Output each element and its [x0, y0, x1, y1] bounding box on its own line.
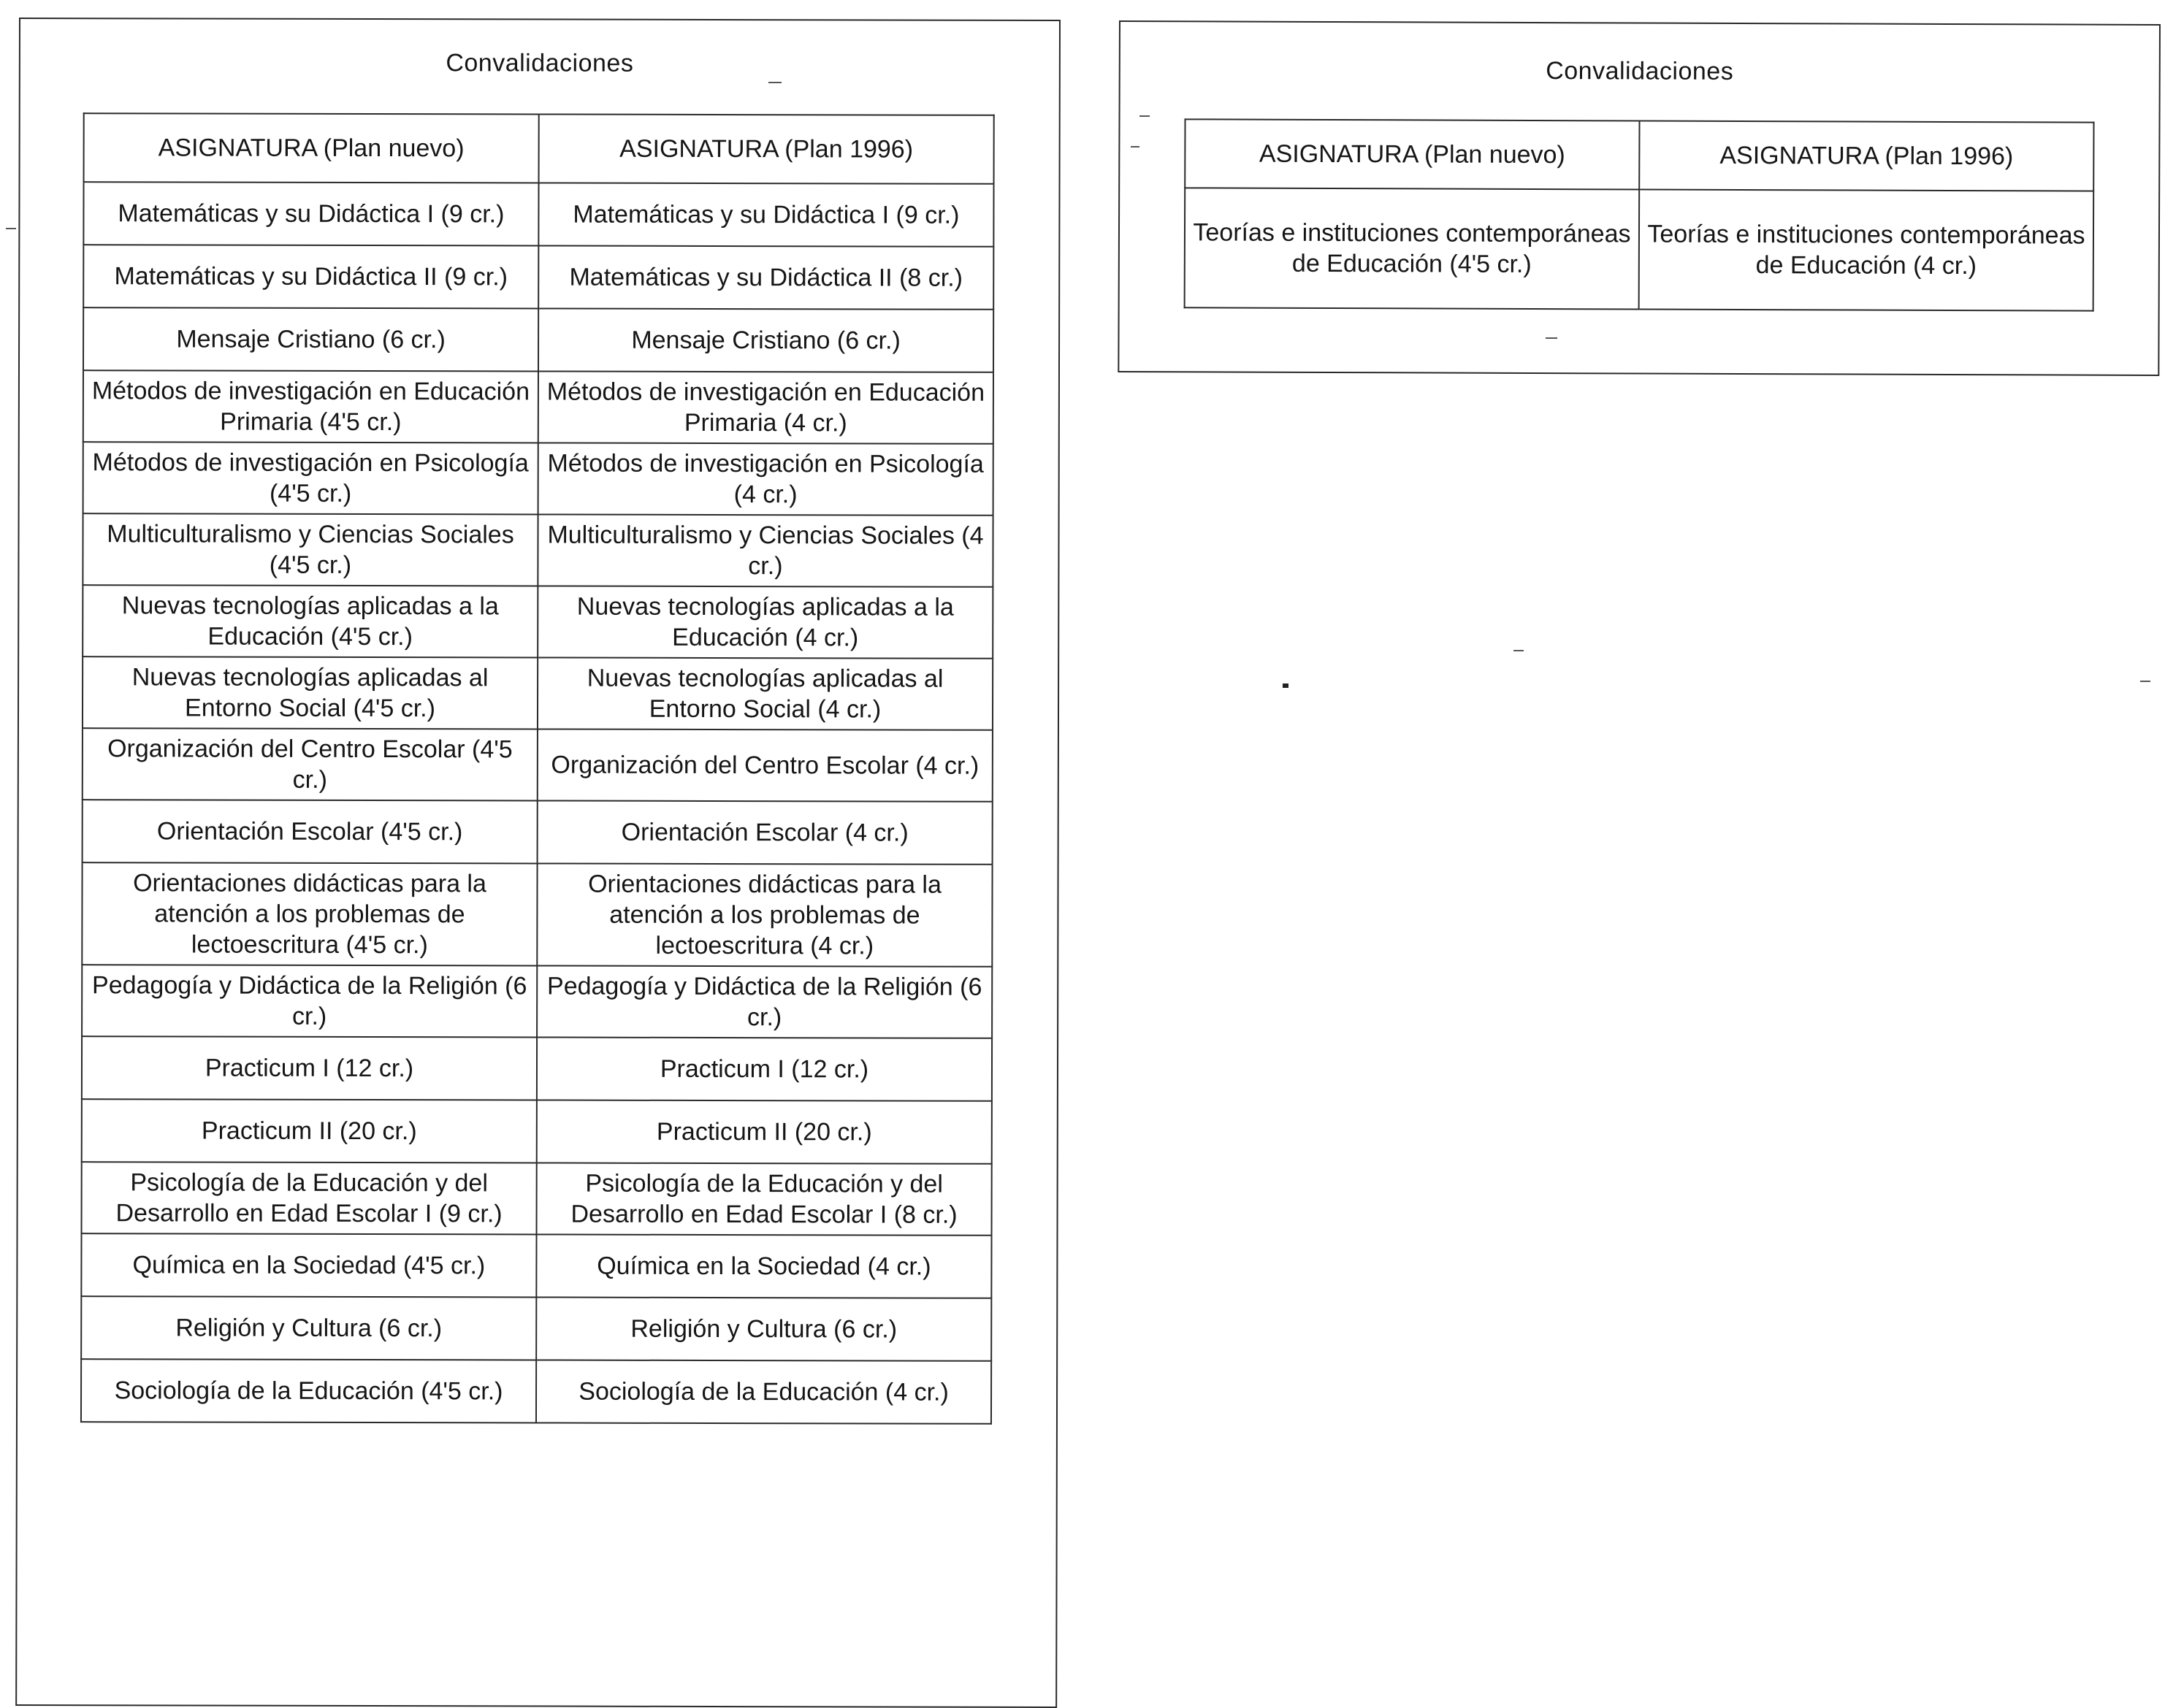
cell-plan-1996: Matemáticas y su Didáctica II (8 cr.)	[538, 245, 993, 309]
cell-plan-nuevo: Orientaciones didácticas para la atención a los problemas de lectoescritura (4'5 cr.)	[82, 862, 537, 965]
header-plan-nuevo: ASIGNATURA (Plan nuevo)	[84, 113, 539, 183]
table-row	[81, 1233, 991, 1298]
cell-plan-nuevo: Practicum I (12 cr.)	[82, 1036, 537, 1100]
scan-speck	[1139, 115, 1150, 117]
convalidaciones-table-right	[1184, 118, 2095, 311]
cell-plan-1996: Nuevas tecnologías aplicadas al Entorno Social (4 cr.)	[538, 657, 993, 729]
cell-plan-nuevo: Sociología de la Educación (4'5 cr.)	[81, 1359, 536, 1422]
table-row	[82, 1162, 992, 1236]
table-row	[81, 1296, 991, 1361]
table-row	[83, 800, 993, 865]
table-header-row	[84, 113, 994, 184]
scan-speck	[2140, 681, 2150, 682]
cell-plan-nuevo: Pedagogía y Didáctica de la Religión (6 cr.)	[82, 965, 537, 1037]
scan-speck	[768, 82, 782, 83]
header-plan-1996: ASIGNATURA (Plan 1996)	[1639, 120, 2093, 191]
table-row	[83, 370, 993, 444]
convalidaciones-panel-right	[1118, 20, 2161, 376]
cell-plan-nuevo: Teorías e instituciones contemporáneas de Educación (4'5 cr.)	[1185, 188, 1640, 309]
cell-plan-1996: Matemáticas y su Didáctica I (9 cr.)	[538, 183, 993, 246]
cell-plan-1996: Métodos de investigación en Educación Primaria (4 cr.)	[538, 371, 993, 443]
table-row	[81, 1359, 991, 1424]
table-row	[83, 307, 993, 372]
table-row	[1185, 188, 2094, 310]
table-row	[83, 513, 993, 587]
table-row	[82, 965, 992, 1038]
table-row	[83, 585, 993, 659]
table-row	[82, 1099, 992, 1164]
cell-plan-nuevo: Química en la Sociedad (4'5 cr.)	[81, 1233, 536, 1297]
table-row	[82, 862, 992, 967]
scan-speck	[1513, 650, 1524, 651]
table-row	[82, 1036, 992, 1101]
table-row	[83, 442, 993, 516]
cell-plan-1996: Sociología de la Educación (4 cr.)	[536, 1360, 991, 1423]
cell-plan-1996: Métodos de investigación en Psicología (4 cr.)	[538, 443, 993, 515]
panel-title: Convalidaciones	[1546, 57, 1734, 85]
cell-plan-1996: Organización del Centro Escolar (4 cr.)	[538, 729, 993, 801]
table-header-row	[1185, 119, 2093, 191]
scan-speck	[6, 228, 16, 229]
scan-speck	[1283, 683, 1288, 688]
cell-plan-1996: Practicum II (20 cr.)	[537, 1100, 992, 1163]
cell-plan-nuevo: Psicología de la Educación y del Desarrollo en Edad Escolar I (9 cr.)	[82, 1162, 537, 1234]
cell-plan-1996: Nuevas tecnologías aplicadas a la Educación (4 cr.)	[538, 586, 993, 658]
header-plan-1996: ASIGNATURA (Plan 1996)	[539, 114, 994, 183]
cell-plan-nuevo: Métodos de investigación en Educación Primaria (4'5 cr.)	[83, 370, 538, 443]
cell-plan-1996: Religión y Cultura (6 cr.)	[536, 1297, 991, 1360]
cell-plan-nuevo: Practicum II (20 cr.)	[82, 1099, 537, 1163]
table-row	[83, 245, 993, 310]
cell-plan-1996: Mensaje Cristiano (6 cr.)	[538, 308, 993, 372]
cell-plan-1996: Orientación Escolar (4 cr.)	[538, 800, 993, 864]
cell-plan-1996: Pedagogía y Didáctica de la Religión (6 cr.)	[537, 965, 992, 1038]
scan-speck	[1546, 337, 1557, 339]
cell-plan-1996: Practicum I (12 cr.)	[537, 1037, 992, 1100]
cell-plan-1996: Teorías e instituciones contemporáneas de Educación (4 cr.)	[1639, 189, 2094, 310]
table-row	[83, 728, 993, 802]
cell-plan-nuevo: Nuevas tecnologías aplicadas a la Educación (4'5 cr.)	[83, 585, 538, 657]
cell-plan-nuevo: Matemáticas y su Didáctica II (9 cr.)	[83, 245, 538, 308]
scan-speck	[1131, 146, 1139, 148]
cell-plan-nuevo: Religión y Cultura (6 cr.)	[81, 1296, 536, 1360]
header-plan-nuevo: ASIGNATURA (Plan nuevo)	[1185, 119, 1639, 189]
table-row	[83, 182, 993, 247]
convalidaciones-table-left	[80, 112, 995, 1425]
cell-plan-nuevo: Nuevas tecnologías aplicadas al Entorno Social (4'5 cr.)	[83, 656, 538, 729]
cell-plan-nuevo: Organización del Centro Escolar (4'5 cr.)	[83, 728, 538, 800]
panel-title: Convalidaciones	[446, 49, 634, 77]
cell-plan-nuevo: Multiculturalismo y Ciencias Sociales (4'5 cr.)	[83, 513, 538, 586]
convalidaciones-panel-left	[15, 18, 1061, 1708]
cell-plan-nuevo: Orientación Escolar (4'5 cr.)	[83, 800, 538, 863]
cell-plan-nuevo: Matemáticas y su Didáctica I (9 cr.)	[83, 182, 538, 245]
cell-plan-1996: Multiculturalismo y Ciencias Sociales (4 cr.)	[538, 514, 993, 586]
cell-plan-1996: Psicología de la Educación y del Desarrollo en Edad Escolar I (8 cr.)	[537, 1163, 992, 1235]
cell-plan-1996: Química en la Sociedad (4 cr.)	[536, 1234, 991, 1298]
cell-plan-nuevo: Mensaje Cristiano (6 cr.)	[83, 307, 538, 371]
cell-plan-nuevo: Métodos de investigación en Psicología (4'5 cr.)	[83, 442, 538, 514]
cell-plan-1996: Orientaciones didácticas para la atención a los problemas de lectoescritura (4 cr.)	[537, 863, 992, 966]
table-row	[83, 656, 993, 730]
